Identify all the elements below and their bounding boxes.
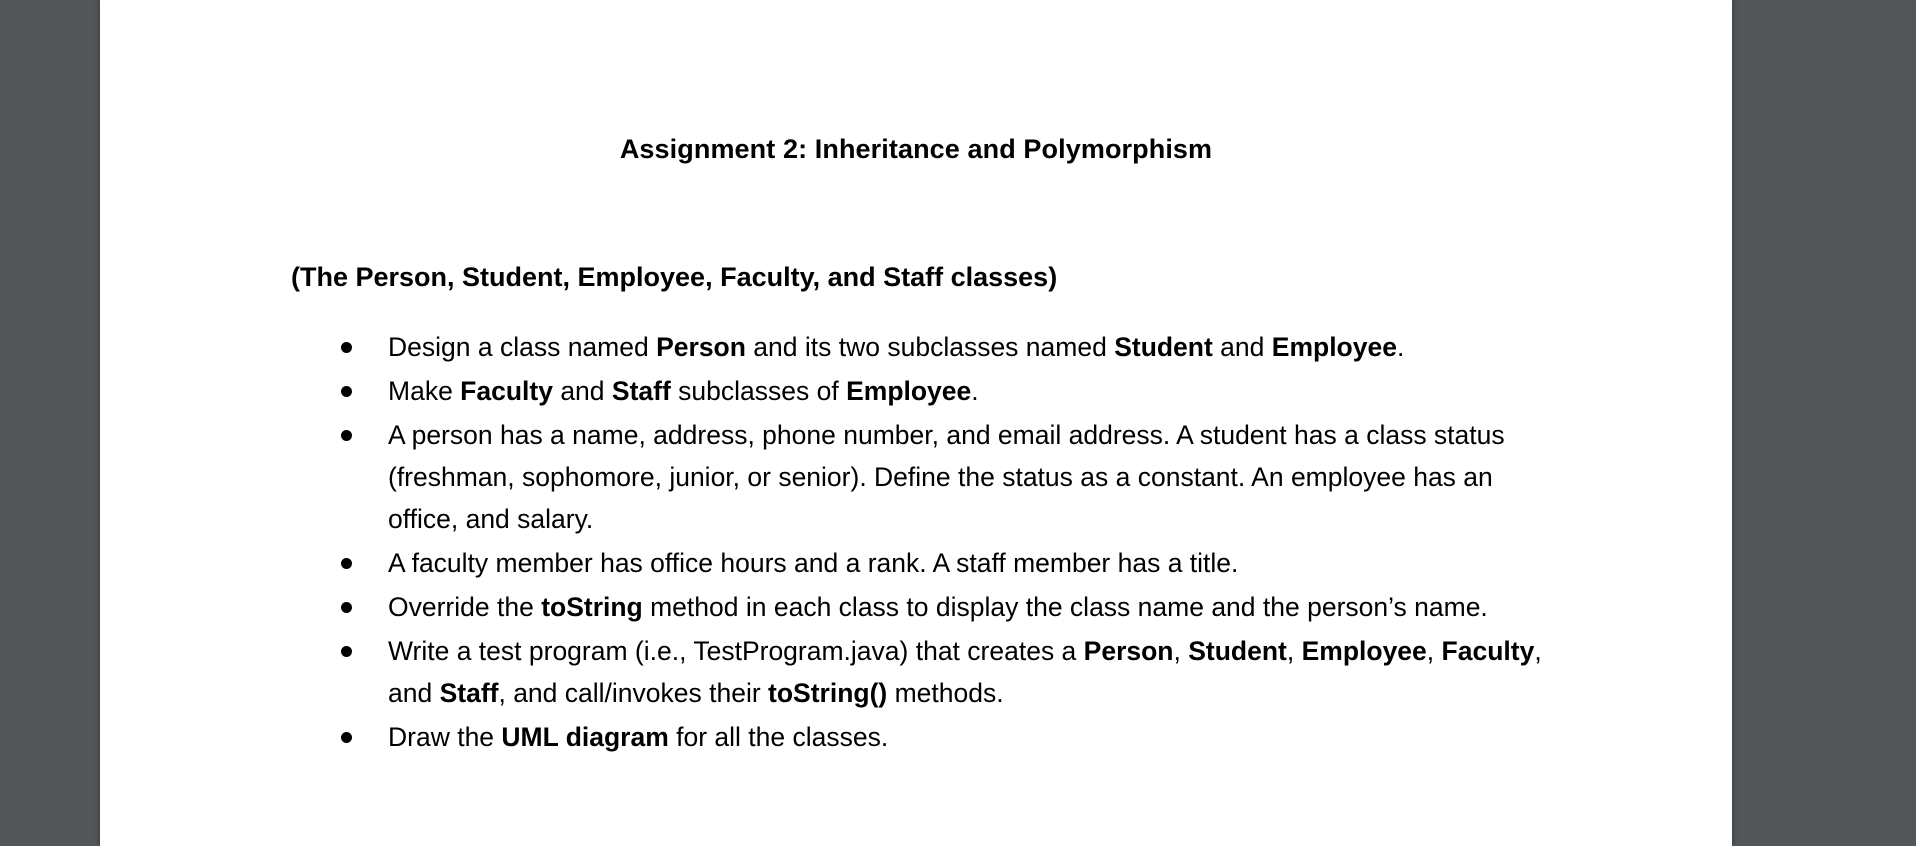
item-text: .: [1396, 332, 1405, 362]
document-page: [100, 0, 1732, 846]
item-text: method in each class to display the class name and the person’s name.: [642, 592, 1488, 622]
item-text-bold: Staff: [611, 376, 671, 406]
list-item: [341, 586, 1561, 628]
list-item: [341, 542, 1561, 584]
item-text-bold: toString(): [768, 678, 888, 708]
item-text: for all the classes.: [668, 722, 889, 752]
item-text: and: [1212, 332, 1272, 362]
item-text-bold: Faculty: [1441, 636, 1535, 666]
item-text: methods.: [887, 678, 1004, 708]
item-text-bold: Staff: [439, 678, 499, 708]
list-item: [341, 414, 1561, 540]
item-text: A faculty member has office hours and a rank. A staff member has a title.: [388, 548, 1239, 578]
item-text: subclasses of: [670, 376, 847, 406]
item-text-bold: Employee: [846, 376, 972, 406]
bullet-icon: [341, 342, 352, 353]
item-text: , and call/invokes their: [498, 678, 769, 708]
item-text: A person has a name, address, phone number, and email address. A student has a class status (freshman, sophomore, junior, or senior). Define the status as a constant. An employee has an office, and salary.: [388, 420, 1505, 534]
bullet-icon: [341, 558, 352, 569]
item-text-bold: Person: [1083, 636, 1174, 666]
list-item: [341, 630, 1561, 714]
item-text-bold: Student: [1114, 332, 1213, 362]
item-text-bold: Faculty: [460, 376, 553, 406]
item-text: ,: [1286, 636, 1302, 666]
list-item: [341, 716, 1561, 758]
item-text: Write a test program (i.e., TestProgram.java) that creates a: [388, 636, 1084, 666]
item-text: Draw the: [388, 722, 502, 752]
item-text: ,: [1173, 636, 1189, 666]
section-heading: (The Person, Student, Employee, Faculty, and Staff classes): [291, 262, 1058, 292]
bullet-icon: [341, 602, 352, 613]
item-text: .: [971, 376, 979, 406]
item-text: Design a class named: [388, 332, 657, 362]
item-text: and: [552, 376, 612, 406]
item-text: Override the: [388, 592, 542, 622]
item-text-bold: Employee: [1301, 636, 1427, 666]
page-title: Assignment 2: Inheritance and Polymorphism: [619, 134, 1213, 164]
item-text-bold: toString: [541, 592, 643, 622]
list-item: [341, 326, 1561, 368]
bullet-icon: [341, 430, 352, 441]
item-text: ,: [1426, 636, 1442, 666]
bullet-list: [341, 326, 1561, 760]
item-text-bold: Student: [1188, 636, 1287, 666]
list-item: [341, 370, 1561, 412]
bullet-icon: [341, 732, 352, 743]
bullet-icon: [341, 646, 352, 657]
item-text-bold: Person: [656, 332, 746, 362]
bullet-icon: [341, 386, 352, 397]
item-text: and its two subclasses named: [745, 332, 1115, 362]
item-text: , and: [388, 636, 1542, 708]
item-text-bold: UML diagram: [501, 722, 669, 752]
item-text: Make: [388, 376, 461, 406]
item-text-bold: Employee: [1271, 332, 1397, 362]
